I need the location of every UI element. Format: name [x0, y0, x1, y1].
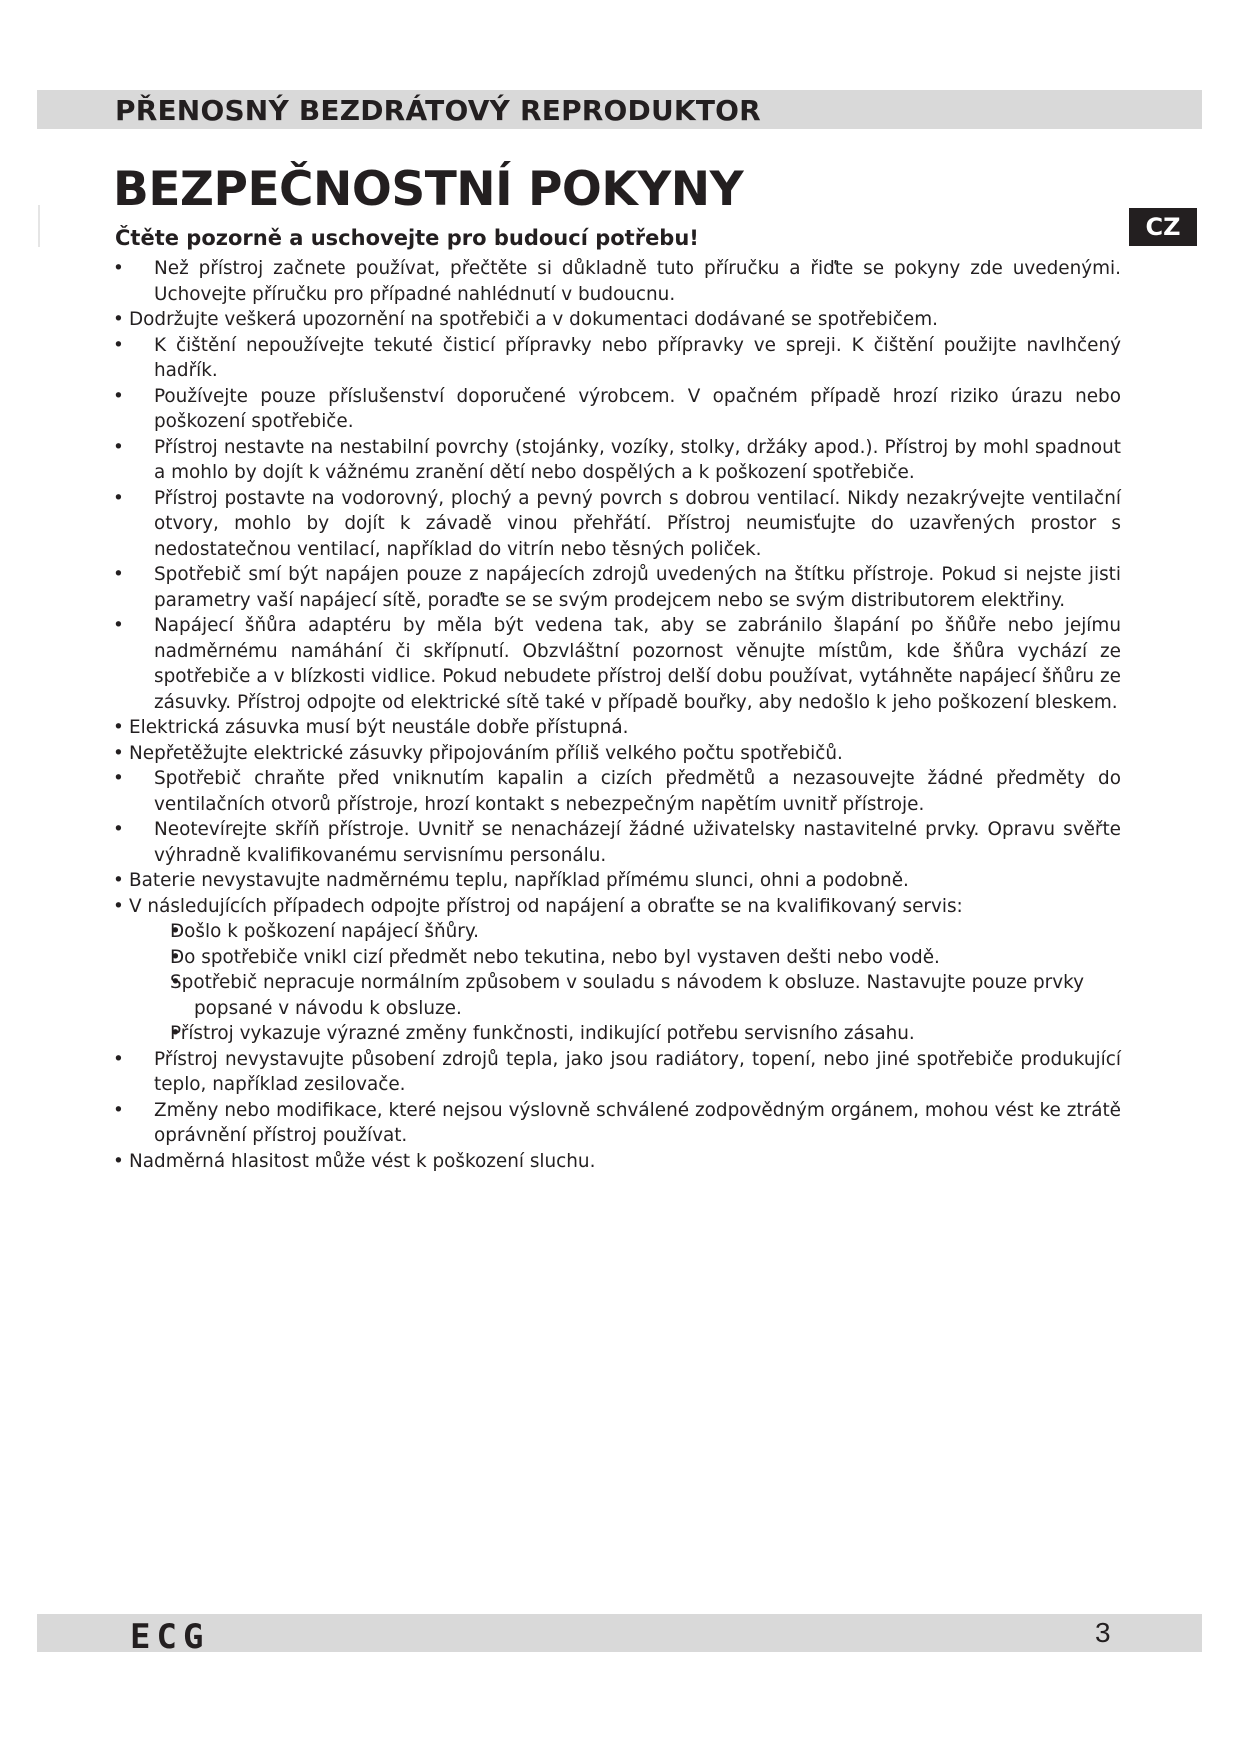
list-item: • Spotřebič smí být napájen pouze z napájecích zdrojů uvedených na štítku přístroje. Pokud si nejste jisti parametry vaší napájecí sítě, poraďte se se svým prodejcem nebo se svým distributorem elektřiny. — [113, 562, 1121, 613]
list-item: • Spotřebič chraňte před vniknutím kapalin a cizích předmětů a nezasouvejte žádné předměty do ventilačních otvorů přístroje, hrozí kontakt s nebezpečným napětím uvnitř přístroje. — [113, 766, 1121, 817]
list-item: • K čištění nepoužívejte tekuté čisticí přípravky nebo přípravky ve spreji. K čištění použijte navlhčený hadřík. — [113, 333, 1121, 384]
list-item: • Nepřetěžujte elektrické zásuvky připojováním příliš velkého počtu spotřebičů. — [113, 741, 1121, 767]
list-item: • Používejte pouze příslušenství doporučené výrobcem. V opačném případě hrozí riziko úrazu nebo poškození spotřebiče. — [113, 384, 1121, 435]
sub-list-item: • Přístroj vykazuje výrazné změny funkčnosti, indikující potřebu servisního zásahu. — [154, 1021, 1121, 1047]
list-item: • Baterie nevystavujte nadměrnému teplu, například přímému slunci, ohni a podobně. — [113, 868, 1121, 894]
list-item: • Elektrická zásuvka musí být neustále dobře přístupná. — [113, 715, 1121, 741]
list-item: • Než přístroj začnete používat, přečtěte si důkladně tuto příručku a řiďte se pokyny zde uvedenými. Uchovejte příručku pro případné nahlédnutí v budoucnu. — [113, 256, 1121, 307]
sub-list-item — [154, 970, 1121, 1021]
list-item: • Napájecí šňůra adaptéru by měla být vedena tak, aby se zabránilo šlapání po šňůře nebo jejímu nadměrnému namáhání či skřípnutí. Obzvláštní pozornost věnujte místům, kde šňůra vychází ze spotřebiče a v blízkosti vidlice. Pokud nebudete přístroj delší dobu používat, vytáhněte napájecí šňůru ze zásuvky. Přístroj odpojte od elektrické sítě také v případě bouřky, aby nedošlo k jeho poškození bleskem. — [113, 613, 1121, 715]
sub-list-item-continuation: popsané v návodu k obsluze. — [194, 997, 462, 1019]
list-item: • Neotevírejte skříň přístroje. Uvnitř se nenacházejí žádné uživatelsky nastavitelné prvky. Opravu svěřte výhradně kvalifikovanému servisnímu personálu. — [113, 817, 1121, 868]
sub-list-item: • Do spotřebiče vnikl cizí předmět nebo tekutina, nebo byl vystaven dešti nebo vodě. — [154, 945, 1121, 971]
instruction-list — [113, 256, 1121, 307]
list-item: • Dodržujte veškerá upozornění na spotřebiči a v dokumentaci dodávané se spotřebičem. — [113, 307, 1121, 333]
sub-list-item-text: Spotřebič nepracuje normálním způsobem v souladu s návodem k obsluze. Nastavujte pouze prvky — [170, 972, 1084, 993]
document-header-title: PŘENOSNÝ BEZDRÁTOVÝ REPRODUKTOR — [115, 94, 761, 127]
language-tab: CZ — [1129, 208, 1197, 246]
list-item: • V následujících případech odpojte přístroj od napájení a obraťte se na kvalifikovaný servis: — [113, 894, 1121, 920]
list-item: • Nadměrná hlasitost může vést k poškození sluchu. — [113, 1149, 1121, 1175]
page-title: BEZPEČNOSTNÍ POKYNY — [113, 162, 744, 217]
list-item: • Přístroj postavte na vodorovný, plochý a pevný povrch s dobrou ventilací. Nikdy nezakrývejte ventilační otvory, mohlo by dojít k závadě vinou přehřátí. Přístroj neumisťujte do uzavřených prostor s nedostatečnou ventilací, například do vitrín nebo těsných poliček. — [113, 486, 1121, 563]
sub-instruction-list — [154, 919, 1121, 1047]
side-margin-mark — [38, 205, 40, 247]
list-item: • Změny nebo modifikace, které nejsou výslovně schválené zodpovědným orgánem, mohou vést ke ztrátě oprávnění přístroj používat. — [113, 1098, 1121, 1149]
footer-bar — [37, 1614, 1202, 1652]
safety-instructions — [113, 256, 1121, 1174]
list-item: • Přístroj nestavte na nestabilní povrchy (stojánky, vozíky, stolky, držáky apod.). Přístroj by mohl spadnout a mohlo by dojít k vážnému zranění dětí nebo dospělých a k poškození spotřebiče. — [113, 435, 1121, 486]
section-subtitle: Čtěte pozorně a uschovejte pro budoucí potřebu! — [115, 226, 699, 250]
page-number: 3 — [1095, 1617, 1111, 1648]
ecg-logo: ECG — [130, 1617, 210, 1657]
sub-list-item: • Došlo k poškození napájecí šňůry. — [154, 919, 1121, 945]
list-item: • Přístroj nevystavujte působení zdrojů tepla, jako jsou radiátory, topení, nebo jiné spotřebiče produkující teplo, například zesilovače. — [113, 1047, 1121, 1098]
